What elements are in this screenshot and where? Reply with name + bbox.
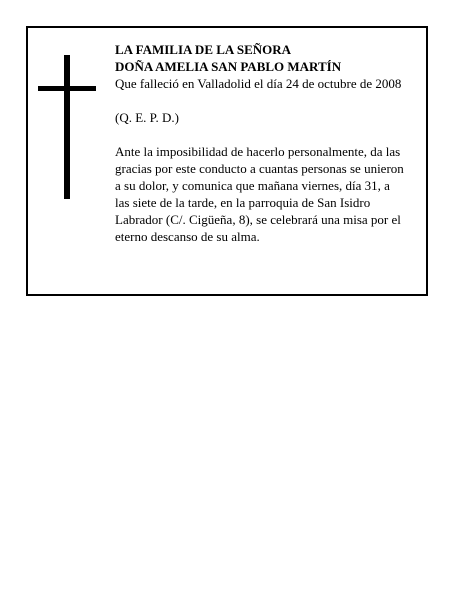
body-line: Ante la imposibilidad de hacerlo personalmente, da las [115, 144, 401, 159]
body-line: gracias por este conducto a cuantas personas se unieron [115, 161, 404, 176]
cross-horizontal-bar [38, 86, 96, 91]
rip-text: (Q. E. P. D.) [115, 110, 179, 125]
deceased-name: DOÑA AMELIA SAN PABLO MARTÍN [115, 59, 342, 74]
notice-content [115, 41, 421, 245]
body-line: eterno descanso de su alma. [115, 229, 260, 244]
death-details: Que falleció en Valladolid el día 24 de octubre de 2008 [115, 76, 402, 91]
cross-icon [38, 55, 98, 199]
obituary-notice [26, 26, 428, 296]
family-heading: LA FAMILIA DE LA SEÑORA [115, 42, 292, 57]
body-line: las siete de la tarde, en la parroquia de San Isidro [115, 195, 371, 210]
notice-body [115, 143, 421, 245]
body-line: a su dolor, y comunica que mañana viernes, día 31, a [115, 178, 390, 193]
cross-vertical-bar [64, 55, 70, 199]
body-line: Labrador (C/. Cigüeña, 8), se celebrará una misa por el [115, 212, 401, 227]
